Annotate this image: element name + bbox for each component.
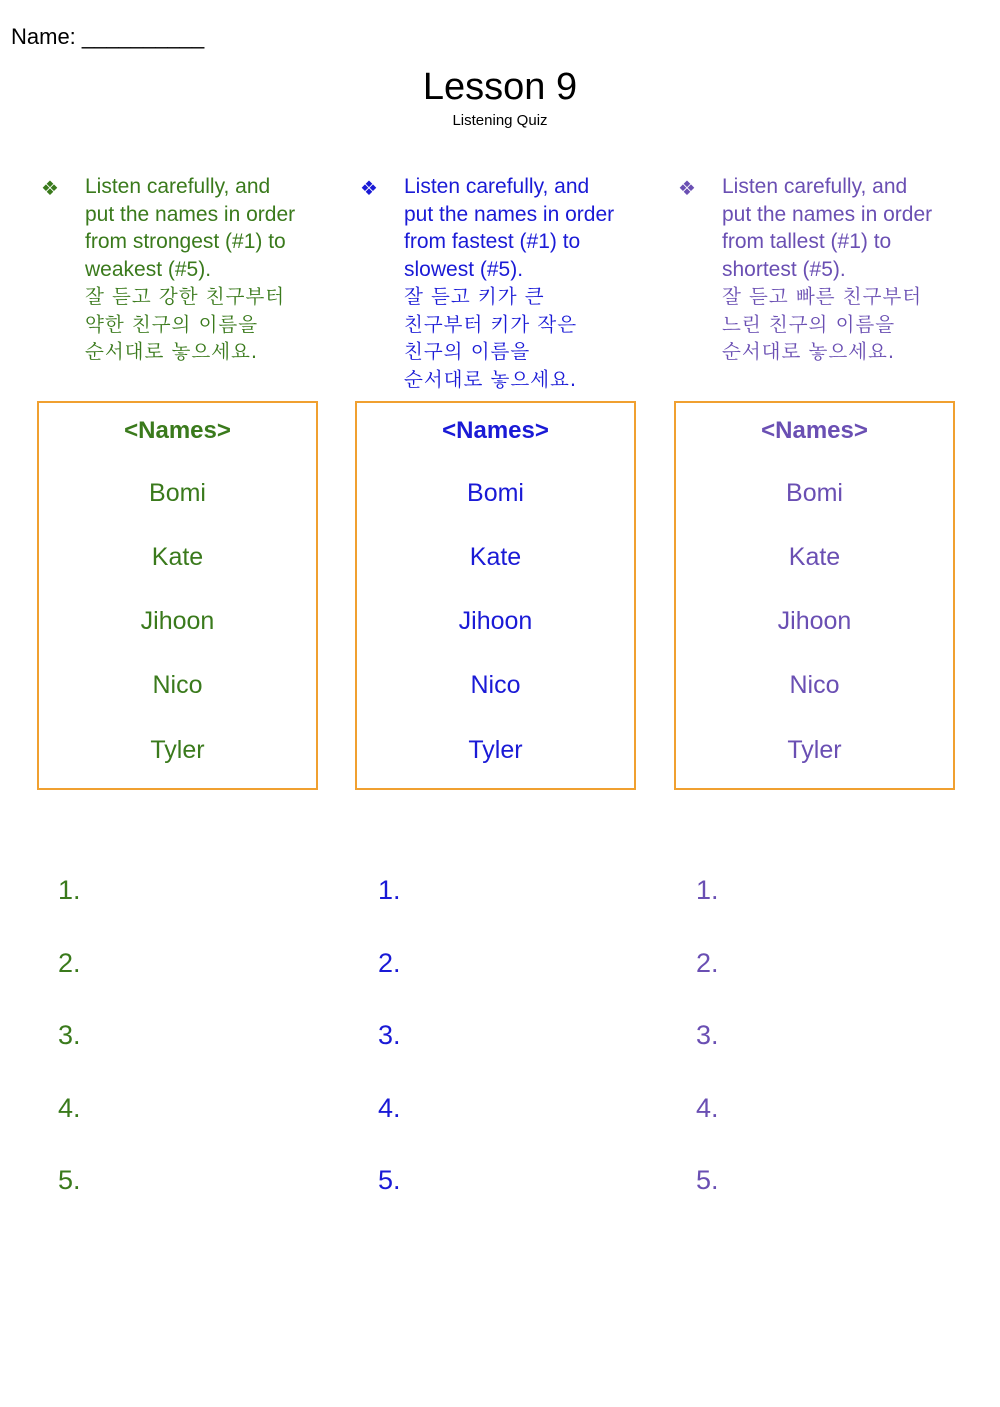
instruction-line: shortest (#5). bbox=[722, 257, 846, 281]
names-box-heading: <Names> bbox=[442, 417, 549, 444]
name-item[interactable]: Nico bbox=[789, 671, 840, 699]
answer-slot-number[interactable]: 2. bbox=[58, 948, 81, 978]
name-item[interactable]: Jihoon bbox=[777, 607, 852, 635]
instructions bbox=[85, 173, 335, 366]
instructions bbox=[404, 173, 654, 393]
answer-slot-number[interactable]: 4. bbox=[378, 1093, 401, 1123]
name-item[interactable]: Nico bbox=[470, 671, 521, 699]
instructions bbox=[722, 173, 972, 366]
names-box bbox=[674, 401, 955, 790]
instruction-line: from strongest (#1) to bbox=[85, 230, 286, 253]
name-item[interactable]: Jihoon bbox=[140, 607, 215, 635]
answer-slot-number[interactable]: 4. bbox=[696, 1093, 719, 1123]
instruction-line: slowest (#5). bbox=[404, 257, 524, 281]
instruction-line: Listen carefully, and bbox=[404, 175, 590, 198]
bullet-icon: ❖ bbox=[360, 178, 378, 200]
bullet-icon: ❖ bbox=[41, 178, 59, 200]
answer-slot-number[interactable]: 1. bbox=[378, 875, 401, 905]
answer-slot-number[interactable]: 3. bbox=[58, 1020, 81, 1050]
instruction-line: from fastest (#1) to bbox=[404, 230, 581, 253]
instruction-line: from tallest (#1) to bbox=[722, 230, 892, 253]
names-box-heading: <Names> bbox=[124, 417, 231, 444]
instruction-line: put the names in order bbox=[85, 202, 296, 226]
instruction-line-korean: 약한 친구의 이름을 bbox=[85, 312, 259, 336]
instruction-line: weakest (#5). bbox=[85, 257, 212, 281]
instruction-line-korean: 친구부터 키가 작은 bbox=[404, 312, 578, 336]
name-item[interactable]: Kate bbox=[788, 543, 841, 571]
instruction-line-korean: 순서대로 놓으세요. bbox=[404, 367, 578, 391]
answer-slot-number[interactable]: 1. bbox=[696, 875, 719, 905]
instruction-line: Listen carefully, and bbox=[85, 175, 271, 198]
answer-slot-number[interactable]: 3. bbox=[696, 1020, 719, 1050]
bullet-icon: ❖ bbox=[678, 178, 696, 200]
instruction-line-korean: 순서대로 놓으세요. bbox=[722, 340, 896, 363]
instruction-line-korean: 잘 듣고 키가 큰 bbox=[404, 285, 545, 308]
name-item[interactable]: Tyler bbox=[787, 736, 842, 764]
names-box-heading: <Names> bbox=[761, 417, 868, 444]
answer-slot-number[interactable]: 2. bbox=[696, 948, 719, 978]
answer-slot-number[interactable]: 3. bbox=[378, 1020, 401, 1050]
answer-slot-number[interactable]: 4. bbox=[58, 1093, 81, 1123]
answer-slot-number[interactable]: 5. bbox=[58, 1165, 81, 1195]
instruction-line: put the names in order bbox=[404, 202, 615, 226]
name-item[interactable]: Bomi bbox=[786, 479, 843, 507]
name-item[interactable]: Jihoon bbox=[458, 607, 533, 635]
instruction-line: put the names in order bbox=[722, 202, 933, 226]
names-box bbox=[355, 401, 636, 790]
name-field-label: Name: __________ bbox=[11, 24, 205, 49]
instruction-line-korean: 느린 친구의 이름을 bbox=[722, 312, 896, 336]
name-item[interactable]: Kate bbox=[469, 543, 522, 571]
page-subtitle: Listening Quiz bbox=[452, 112, 548, 129]
instruction-line-korean: 순서대로 놓으세요. bbox=[85, 340, 259, 363]
instruction-line-korean: 잘 듣고 빠른 친구부터 bbox=[722, 285, 923, 308]
name-item[interactable]: Nico bbox=[152, 671, 203, 699]
page-title: Lesson 9 bbox=[422, 66, 578, 108]
answer-slot-number[interactable]: 5. bbox=[696, 1165, 719, 1195]
answer-slot-number[interactable]: 5. bbox=[378, 1165, 401, 1195]
instruction-line-korean: 잘 듣고 강한 친구부터 bbox=[85, 285, 286, 308]
instruction-line-korean: 친구의 이름을 bbox=[404, 340, 531, 363]
name-item[interactable]: Kate bbox=[151, 543, 204, 571]
instruction-line: Listen carefully, and bbox=[722, 175, 908, 198]
name-item[interactable]: Bomi bbox=[149, 479, 206, 507]
names-box bbox=[37, 401, 318, 790]
answer-slot-number[interactable]: 2. bbox=[378, 948, 401, 978]
name-item[interactable]: Tyler bbox=[150, 736, 205, 764]
name-item[interactable]: Bomi bbox=[467, 479, 524, 507]
name-item[interactable]: Tyler bbox=[468, 736, 523, 764]
answer-slot-number[interactable]: 1. bbox=[58, 875, 81, 905]
